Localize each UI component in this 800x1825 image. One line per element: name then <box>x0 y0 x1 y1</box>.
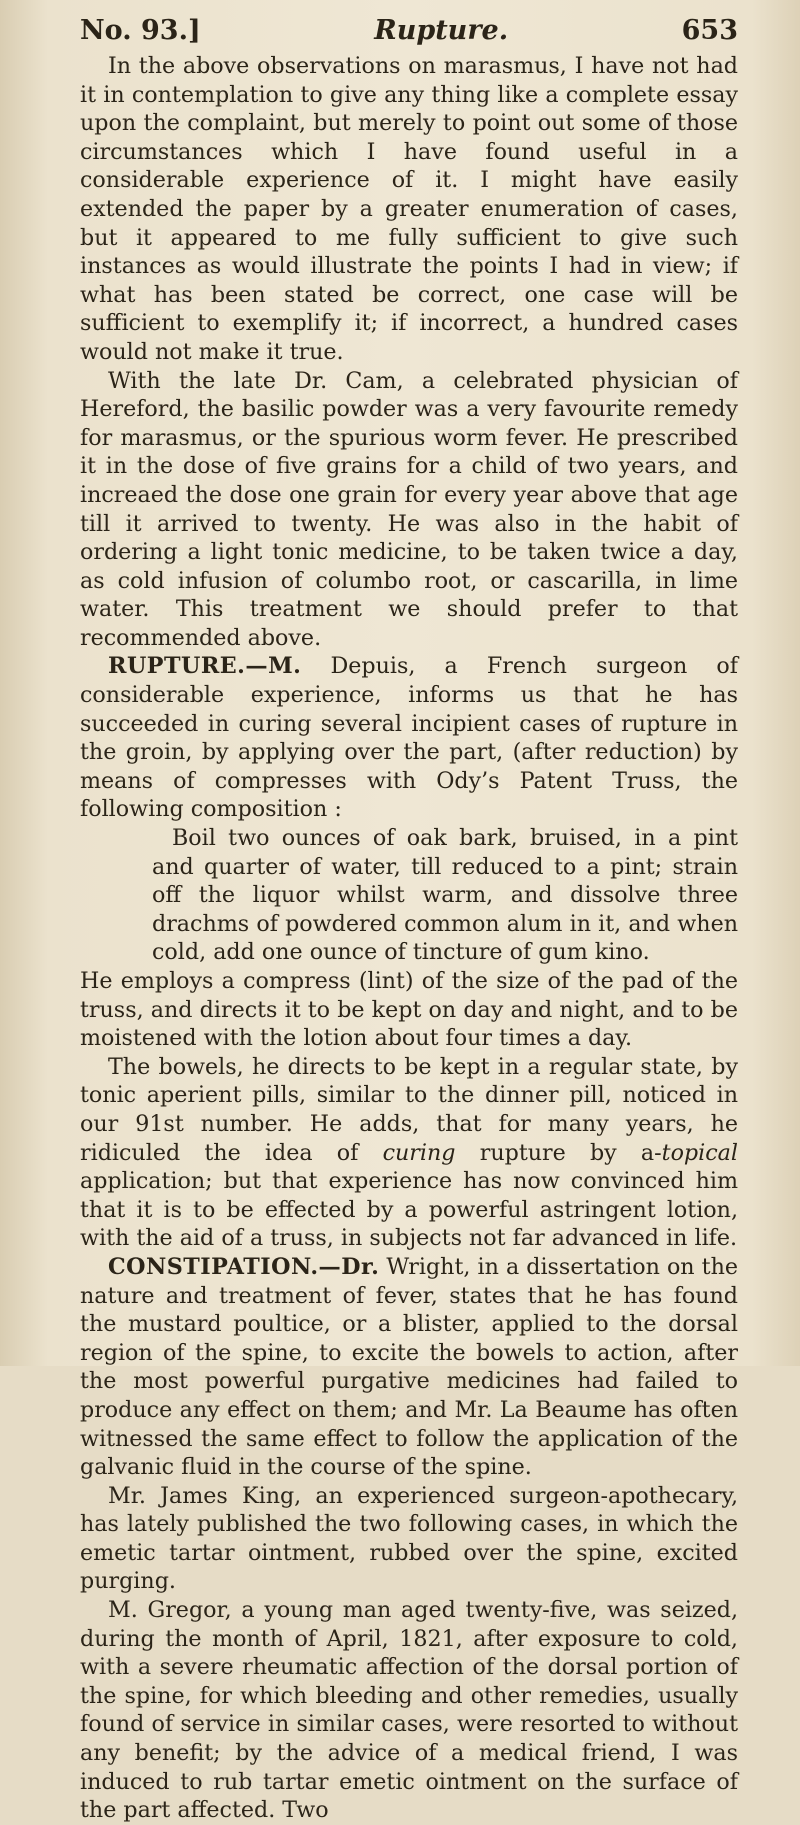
rupture-heading: RUPTURE.—M. <box>108 653 302 680</box>
constipation-heading: CONSTIPATION.—Dr. <box>108 1253 380 1280</box>
paragraph-bowels <box>80 1053 738 1253</box>
issue-number: No. 93.] <box>80 15 201 46</box>
bowels-text-c: application; but that experience has now convinced him that it is to be effected by a powerful astringent lotion, with the aid of a truss, in subjects not far advanced in life. <box>80 1168 738 1252</box>
paragraph-compress: He employs a compress (lint) of the size of the pad of the truss, and directs it to be kept on day and night, and to be moistened with the lotion about four times a day. <box>80 968 738 1052</box>
section-title: Rupture. <box>374 15 509 46</box>
paragraph-basilic-powder: With the late Dr. Cam, a celebrated physician of Hereford, the basilic powder was a very favourite remedy for marasmus, or the spurious worm fever. He prescribed it in the dose of five grains for a child of two years, and increaed the dose one grain for every year above that age till it arrived to twenty. He was also in the habit of ordering a light tonic medicine, to be taken twice a day, as cold infusion of columbo root, or cascarilla, in lime water. This treatment we should prefer to that recommended above. <box>80 367 738 651</box>
bowels-text-a: The bowels, he directs to be kept in a regular state, by tonic aperient pills, similar to the dinner pill, noticed in our 91st number. He adds, that for many years, he ridiculed the idea of <box>80 1053 738 1166</box>
paragraph-king-cases: Mr. James King, an experienced surgeon-apothecary, has lately published the two following cases, in which the emetic tartar ointment, rubbed over the spine, excited purging. <box>80 1482 738 1595</box>
page-number: 653 <box>681 15 738 46</box>
recipe-lotion: Boil two ounces of oak bark, bruised, in a pint and quarter of water, till reduced to a pint; strain off the liquor whilst warm, and dissolve three drachms of powdered common alum in it, and when cold, add one ounce of tincture of gum kino. <box>152 825 738 966</box>
paragraph-marasmus-conclusion: In the above observations on marasmus, I have not had it in contemplation to give any thing like a complete essay upon the complaint, but merely to point out some of those circumstances which I have found useful in a considerable experience of it. I might have easily extended the paper by a greater enumeration of cases, but it appeared to me fully sufficient to give such instances as would illustrate the points I had in view; if what has been stated be correct, one case will be sufficient to exemplify it; if incorrect, a hundred cases would not make it true. <box>80 53 738 365</box>
bowels-italic-curing: curing <box>382 1139 456 1166</box>
bowels-text-b: rupture by a- <box>455 1139 662 1166</box>
rupture-text: Depuis, a French surgeon of considerable experience, informs us that he has succeeded in curing several incipient cases of rupture in the groin, by applying over the part, (after reduction) by means of compresses with Ody’s Patent Truss, the following composition : <box>80 653 738 823</box>
running-head <box>80 14 738 48</box>
body-text <box>80 52 738 1825</box>
constipation-text: Wright, in a dissertation on the nature and treatment of fever, states that he has found the mustard poultice, or a blister, applied to the dorsal region of the spine, to excite the bowels to action, after the most powerful purgative medicines had failed to produce any effect on them; and Mr. La Beaume has often witnessed the same effect to follow the application of the galvanic fluid in the course of the spine. <box>80 1253 738 1481</box>
bowels-italic-topical: topical <box>661 1139 738 1166</box>
paragraph-gregor-case: M. Gregor, a young man aged twenty-five, was seized, during the month of April, 1821, after exposure to cold, with a severe rheumatic affection of the dorsal portion of the spine, for which bleeding and other remedies, usually found of service in similar cases, were resorted to without any benefit; by the advice of a medical friend, I was induced to rub tartar emetic ointment on the surface of the part affected. Two <box>80 1597 738 1824</box>
paragraph-constipation <box>80 1253 738 1482</box>
paragraph-rupture <box>80 652 738 824</box>
